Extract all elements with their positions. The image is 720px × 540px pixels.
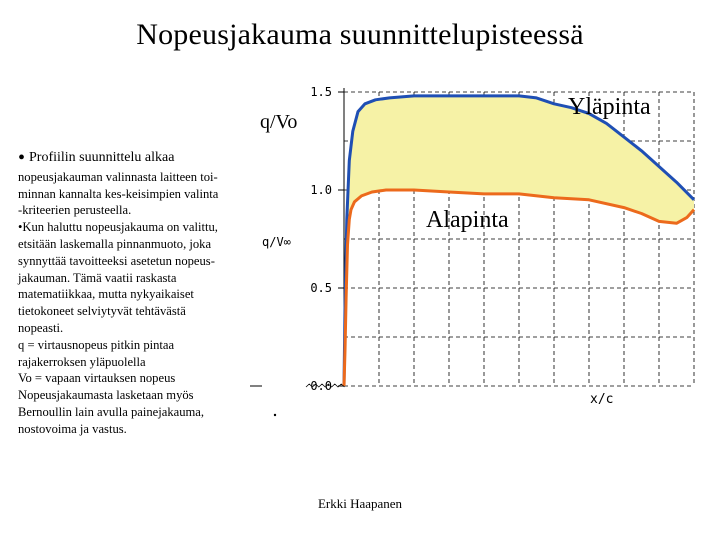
body-line: Nopeusjakaumasta lasketaan myös — [18, 388, 194, 403]
legend-upper-label: Yläpinta — [568, 94, 651, 120]
slide-title: Nopeusjakauma suunnittelupisteessä — [136, 18, 584, 51]
y-tick-label: 0.5 — [310, 281, 332, 295]
first-bullet-text: Profiilin suunnittelu alkaa — [29, 150, 175, 165]
body-line: Bernoullin lain avulla painejakauma, — [18, 404, 205, 419]
y-axis-label-large: q/Vo — [260, 111, 298, 133]
body-line: minnan kannalta kes-keisimpien valinta — [18, 186, 219, 201]
slide-body — [18, 147, 250, 438]
body-line: etsitään laskemalla pinnanmuoto, joka — [18, 236, 212, 251]
slide-footer: Erkki Haapanen — [317, 496, 403, 511]
y-tick-label: 1.5 — [310, 85, 332, 99]
velocity-distribution-chart — [248, 78, 710, 428]
body-line: synnyttää tavoitteeksi asetetun nopeus- — [18, 253, 215, 268]
body-line: rajakerroksen yläpuolella — [18, 354, 146, 369]
body-line: nopeasti. — [18, 320, 64, 335]
first-bullet — [18, 147, 250, 169]
y-tick-label: 0.0 — [310, 379, 332, 393]
y-tick-label: 1.0 — [310, 183, 332, 197]
legend-lower-label: Alapinta — [426, 207, 509, 233]
body-line: tietokoneet selviytyvät tehtävästä — [18, 304, 186, 319]
body-line: -kriteerien perusteella. — [18, 203, 132, 218]
body-line: q = virtausnopeus pitkin pintaa — [18, 337, 175, 352]
stray-mark — [274, 414, 276, 416]
body-line: nopeusjakauman valinnasta laitteen toi- — [18, 169, 218, 184]
x-axis-label: x/c — [590, 392, 614, 407]
y-axis-label-small: q/V∞ — [262, 235, 291, 249]
body-line: •Kun haluttu nopeusjakauma on valittu, — [18, 220, 218, 235]
body-line: Vo = vapaan virtauksen nopeus — [18, 371, 176, 386]
body-line: nostovoima ja vastus. — [18, 421, 127, 436]
body-line: jakauman. Tämä vaatii raskasta — [18, 270, 177, 285]
bullet-dot-icon: • — [18, 147, 26, 169]
body-line: matematiikkaa, mutta nykyaikaiset — [18, 287, 194, 302]
